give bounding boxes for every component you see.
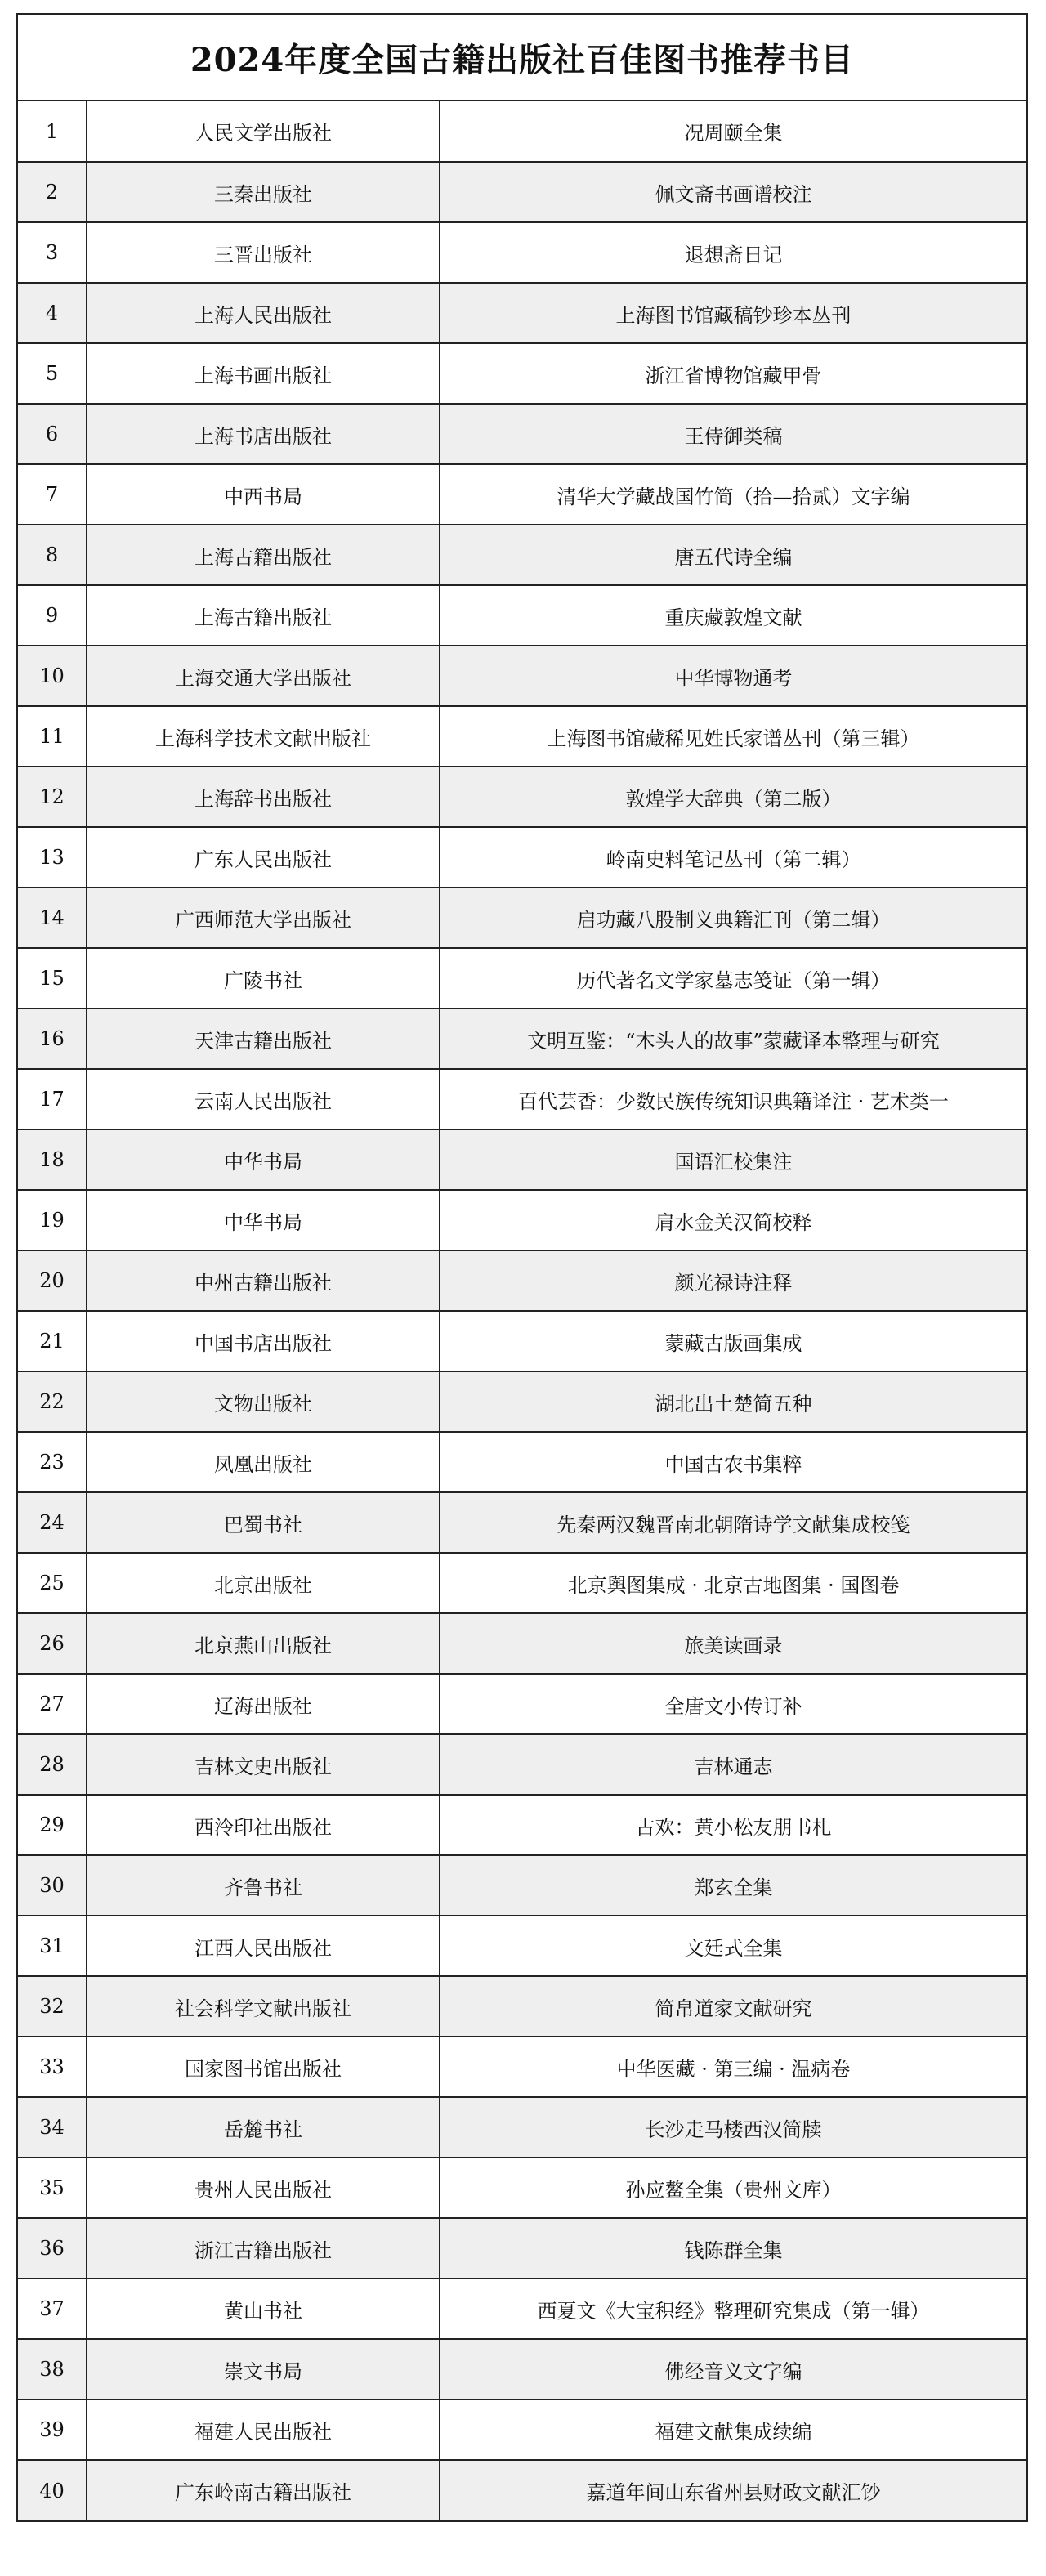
publisher-name: 中华书局 [87,1190,440,1250]
publisher-name: 上海交通大学出版社 [87,646,440,706]
book-title: 唐五代诗全编 [440,525,1026,585]
table-row [18,888,1026,948]
row-number: 13 [18,827,87,888]
book-title: 百代芸香：少数民族传统知识典籍译注 · 艺术类一 [440,1069,1026,1129]
table-row [18,1190,1026,1250]
book-title: 全唐文小传订补 [440,1674,1026,1734]
book-title: 启功藏八股制义典籍汇刊（第二辑） [440,888,1026,948]
publisher-name: 云南人民出版社 [87,1069,440,1129]
book-title: 况周颐全集 [440,101,1026,162]
book-title: 吉林通志 [440,1734,1026,1795]
row-number: 1 [18,101,87,162]
publisher-name: 江西人民出版社 [87,1916,440,1976]
row-number: 31 [18,1916,87,1976]
book-title: 长沙走马楼西汉简牍 [440,2097,1026,2158]
publisher-name: 中州古籍出版社 [87,1250,440,1311]
table-row [18,1069,1026,1129]
book-title: 钱陈群全集 [440,2218,1026,2279]
book-title: 国语汇校集注 [440,1129,1026,1190]
table-row [18,1855,1026,1916]
publisher-name: 上海人民出版社 [87,283,440,343]
table-row [18,1795,1026,1855]
row-number: 20 [18,1250,87,1311]
row-number: 25 [18,1553,87,1613]
table-row [18,948,1026,1008]
row-number: 15 [18,948,87,1008]
row-number: 16 [18,1008,87,1069]
publisher-name: 吉林文史出版社 [87,1734,440,1795]
row-number: 3 [18,222,87,283]
table-row [18,585,1026,646]
row-number: 8 [18,525,87,585]
row-number: 2 [18,162,87,222]
table-row [18,1371,1026,1432]
publisher-name: 西泠印社出版社 [87,1795,440,1855]
table-row [18,767,1026,827]
publisher-name: 国家图书馆出版社 [87,2037,440,2097]
row-number: 4 [18,283,87,343]
publisher-name: 上海科学技术文献出版社 [87,706,440,767]
table-row [18,525,1026,585]
table-row [18,1553,1026,1613]
row-number: 28 [18,1734,87,1795]
table-row [18,162,1026,222]
book-title: 岭南史料笔记丛刊（第二辑） [440,827,1026,888]
row-number: 12 [18,767,87,827]
table-row [18,464,1026,525]
publisher-name: 三秦出版社 [87,162,440,222]
book-title: 西夏文《大宝积经》整理研究集成（第一辑） [440,2279,1026,2339]
table-row [18,343,1026,404]
row-number: 37 [18,2279,87,2339]
book-title: 旅美读画录 [440,1613,1026,1674]
table-row [18,1311,1026,1371]
book-title: 文廷式全集 [440,1916,1026,1976]
table-row [18,2279,1026,2339]
book-title: 文明互鉴：“木头人的故事”蒙藏译本整理与研究 [440,1008,1026,1069]
table-row [18,1250,1026,1311]
publisher-name: 齐鲁书社 [87,1855,440,1916]
book-title: 重庆藏敦煌文献 [440,585,1026,646]
table-row [18,706,1026,767]
document-page [16,13,1028,2522]
book-title: 清华大学藏战国竹简（拾—拾贰）文字编 [440,464,1026,525]
row-number: 32 [18,1976,87,2037]
table-row [18,2460,1026,2520]
table-row [18,222,1026,283]
book-title: 福建文献集成续编 [440,2399,1026,2460]
table-row [18,2218,1026,2279]
book-title: 王侍御类稿 [440,404,1026,464]
row-number: 22 [18,1371,87,1432]
publisher-name: 上海书画出版社 [87,343,440,404]
row-number: 17 [18,1069,87,1129]
publisher-name: 贵州人民出版社 [87,2158,440,2218]
table-row [18,2399,1026,2460]
publisher-name: 凤凰出版社 [87,1432,440,1492]
publisher-name: 人民文学出版社 [87,101,440,162]
row-number: 18 [18,1129,87,1190]
table-row [18,827,1026,888]
publisher-name: 上海辞书出版社 [87,767,440,827]
row-number: 11 [18,706,87,767]
publisher-name: 辽海出版社 [87,1674,440,1734]
book-title: 湖北出土楚简五种 [440,1371,1026,1432]
row-number: 26 [18,1613,87,1674]
book-title: 郑玄全集 [440,1855,1026,1916]
book-title: 北京舆图集成 · 北京古地图集 · 国图卷 [440,1553,1026,1613]
book-title: 中华博物通考 [440,646,1026,706]
book-title: 历代著名文学家墓志笺证（第一辑） [440,948,1026,1008]
table-row [18,1008,1026,1069]
book-title: 中华医藏 · 第三编 · 温病卷 [440,2037,1026,2097]
publisher-name: 中华书局 [87,1129,440,1190]
book-title: 古欢：黄小松友朋书札 [440,1795,1026,1855]
table-row [18,1129,1026,1190]
table-row [18,2339,1026,2399]
book-title: 敦煌学大辞典（第二版） [440,767,1026,827]
publisher-name: 广东岭南古籍出版社 [87,2460,440,2520]
book-title: 佩文斋书画谱校注 [440,162,1026,222]
row-number: 14 [18,888,87,948]
publisher-name: 中西书局 [87,464,440,525]
publisher-name: 巴蜀书社 [87,1492,440,1553]
table-row [18,404,1026,464]
table-row [18,1492,1026,1553]
row-number: 23 [18,1432,87,1492]
publisher-name: 福建人民出版社 [87,2399,440,2460]
publisher-name: 中国书店出版社 [87,1311,440,1371]
book-title: 嘉道年间山东省州县财政文献汇钞 [440,2460,1026,2520]
publisher-name: 北京出版社 [87,1553,440,1613]
publisher-name: 三晋出版社 [87,222,440,283]
table-row [18,2097,1026,2158]
publisher-name: 上海书店出版社 [87,404,440,464]
row-number: 35 [18,2158,87,2218]
publisher-name: 崇文书局 [87,2339,440,2399]
book-list-table [18,101,1026,2520]
publisher-name: 广陵书社 [87,948,440,1008]
table-row [18,1976,1026,2037]
table-row [18,1613,1026,1674]
book-title: 上海图书馆藏稿钞珍本丛刊 [440,283,1026,343]
book-title: 孙应鳌全集（贵州文库） [440,2158,1026,2218]
row-number: 7 [18,464,87,525]
publisher-name: 浙江古籍出版社 [87,2218,440,2279]
publisher-name: 天津古籍出版社 [87,1008,440,1069]
row-number: 34 [18,2097,87,2158]
book-title: 中国古农书集粹 [440,1432,1026,1492]
row-number: 29 [18,1795,87,1855]
row-number: 30 [18,1855,87,1916]
table-row [18,2037,1026,2097]
book-title: 上海图书馆藏稀见姓氏家谱丛刊（第三辑） [440,706,1026,767]
row-number: 27 [18,1674,87,1734]
publisher-name: 北京燕山出版社 [87,1613,440,1674]
row-number: 19 [18,1190,87,1250]
table-row [18,1674,1026,1734]
table-row [18,1734,1026,1795]
publisher-name: 上海古籍出版社 [87,585,440,646]
table-row [18,283,1026,343]
table-row [18,646,1026,706]
row-number: 40 [18,2460,87,2520]
book-title: 先秦两汉魏晋南北朝隋诗学文献集成校笺 [440,1492,1026,1553]
book-title: 肩水金关汉简校释 [440,1190,1026,1250]
book-list-body [18,101,1026,2520]
row-number: 21 [18,1311,87,1371]
publisher-name: 广东人民出版社 [87,827,440,888]
row-number: 10 [18,646,87,706]
book-title: 蒙藏古版画集成 [440,1311,1026,1371]
book-title: 浙江省博物馆藏甲骨 [440,343,1026,404]
table-row [18,2158,1026,2218]
book-title: 退想斋日记 [440,222,1026,283]
publisher-name: 广西师范大学出版社 [87,888,440,948]
row-number: 33 [18,2037,87,2097]
page-title: 2024年度全国古籍出版社百佳图书推荐书目 [18,15,1026,101]
row-number: 39 [18,2399,87,2460]
row-number: 6 [18,404,87,464]
table-row [18,1916,1026,1976]
publisher-name: 文物出版社 [87,1371,440,1432]
book-title: 简帛道家文献研究 [440,1976,1026,2037]
table-row [18,1432,1026,1492]
publisher-name: 上海古籍出版社 [87,525,440,585]
book-title: 颜光禄诗注释 [440,1250,1026,1311]
book-title: 佛经音义文字编 [440,2339,1026,2399]
row-number: 24 [18,1492,87,1553]
row-number: 38 [18,2339,87,2399]
table-row [18,101,1026,162]
row-number: 5 [18,343,87,404]
publisher-name: 岳麓书社 [87,2097,440,2158]
publisher-name: 黄山书社 [87,2279,440,2339]
row-number: 36 [18,2218,87,2279]
row-number: 9 [18,585,87,646]
publisher-name: 社会科学文献出版社 [87,1976,440,2037]
